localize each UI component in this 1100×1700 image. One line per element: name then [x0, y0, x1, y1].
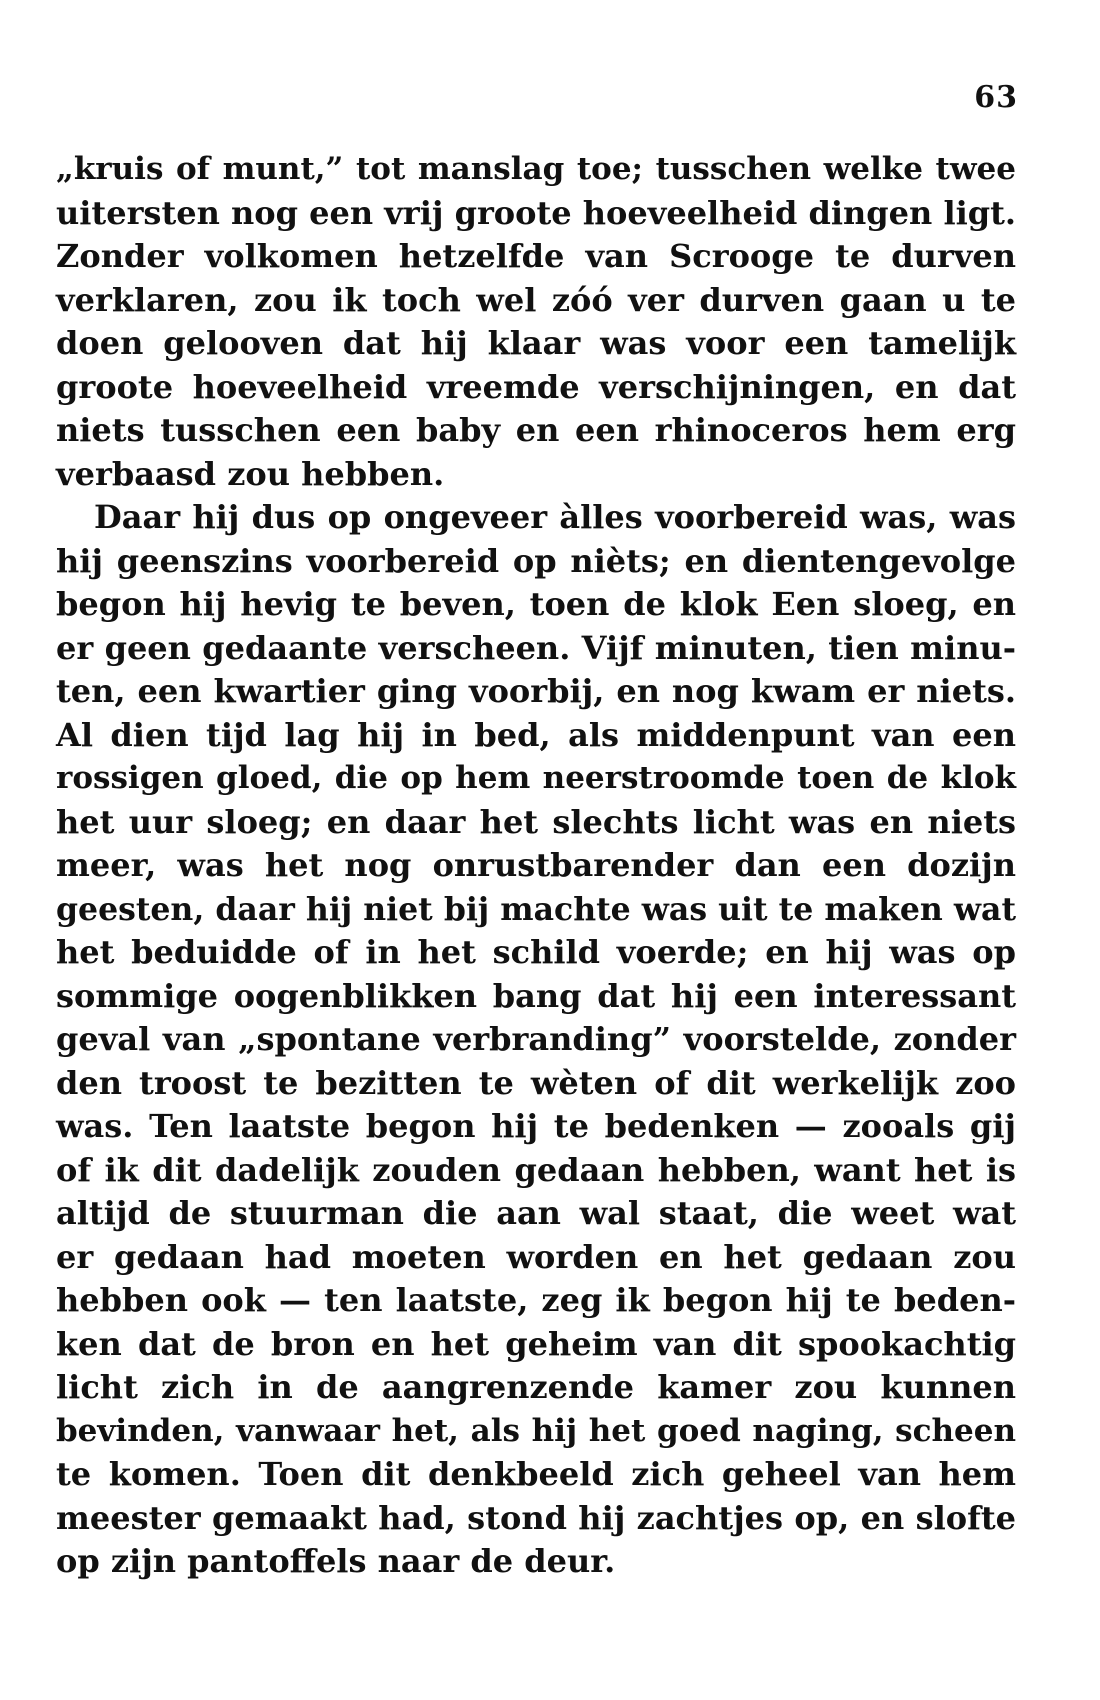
text-line: doen gelooven dat hij klaar was voor een tamelijk [56, 324, 1016, 362]
text-line: ten, een kwartier ging voorbij, en nog kwam er niets. [56, 672, 1016, 710]
body-text [56, 148, 1016, 1584]
text-line: niets tusschen een baby en een rhinoceros hem erg [56, 411, 1016, 449]
text-line: op zijn pantoffels naar de deur. [56, 1542, 616, 1580]
text-line: verbaasd zou hebben. [56, 454, 445, 493]
text-line: bevinden, vanwaar het, als hij het goed naging, scheen [56, 1412, 1016, 1449]
text-line: uitersten nog een vrij groote hoeveelheid dingen ligt. [56, 193, 1017, 232]
text-line: geesten, daar hij niet bij machte was uit te maken wat [56, 890, 1016, 928]
text-line: begon hij hevig te beven, toen de klok Een sloeg, en [56, 585, 1016, 623]
text-line: het beduidde of in het schild voerde; en hij was op [56, 933, 1016, 971]
text-line: Al dien tijd lag hij in bed, als middenpunt van een [56, 715, 1016, 754]
text-line: het uur sloeg; en daar het slechts licht was en niets [56, 802, 1016, 841]
text-line: was. Ten laatste begon hij te bedenken — zooals gij [56, 1107, 1016, 1145]
text-line: „kruis of munt,” tot manslag toe; tusschen welke twee [56, 151, 1016, 187]
paragraph-1 [56, 148, 1016, 496]
text-line: verklaren, zou ik toch wel zóó ver durven gaan u te [56, 280, 1016, 319]
text-line: te komen. Toen dit denkbeeld zich geheel van hem [56, 1455, 1016, 1493]
text-line: of ik dit dadelijk zouden gedaan hebben, want het is [56, 1150, 1016, 1189]
text-line: sommige oogenblikken bang dat hij een interessant [56, 976, 1016, 1015]
text-line: den troost te bezitten te wèten of dit werkelijk zoo [56, 1063, 1016, 1102]
text-line: meer, was het nog onrustbarender dan een dozijn [56, 846, 1016, 884]
text-line: ken dat de bron en het geheim van dit spookachtig [56, 1324, 1016, 1363]
text-line: er gedaan had moeten worden en het gedaan zou [56, 1237, 1016, 1276]
text-line: hij geenszins voorbereid op nièts; en dientengevolge [56, 541, 1016, 580]
page-number: 63 [974, 80, 1018, 115]
text-line: rossigen gloed, die op hem neerstroomde toen de klok [56, 760, 1016, 796]
text-line: geval van „spontane verbranding” voorstelde, zonder [56, 1020, 1016, 1058]
text-line: hebben ook — ten laatste, zeg ik begon hij te beden- [56, 1281, 1016, 1319]
text-line: Daar hij dus op ongeveer àlles voorbereid was, was [94, 498, 1016, 536]
paragraph-2 [56, 496, 1016, 1584]
text-line: licht zich in de aangrenzende kamer zou kunnen [56, 1368, 1016, 1406]
text-line: Zonder volkomen hetzelfde van Scrooge te durven [56, 237, 1016, 275]
text-line: groote hoeveelheid vreemde verschijningen, en dat [56, 367, 1016, 406]
text-line: meester gemaakt had, stond hij zachtjes op, en slofte [56, 1498, 1016, 1537]
text-line: altijd de stuurman die aan wal staat, die weet wat [56, 1194, 1016, 1232]
text-line: er geen gedaante verscheen. Vijf minuten, tien minu- [56, 628, 1016, 667]
